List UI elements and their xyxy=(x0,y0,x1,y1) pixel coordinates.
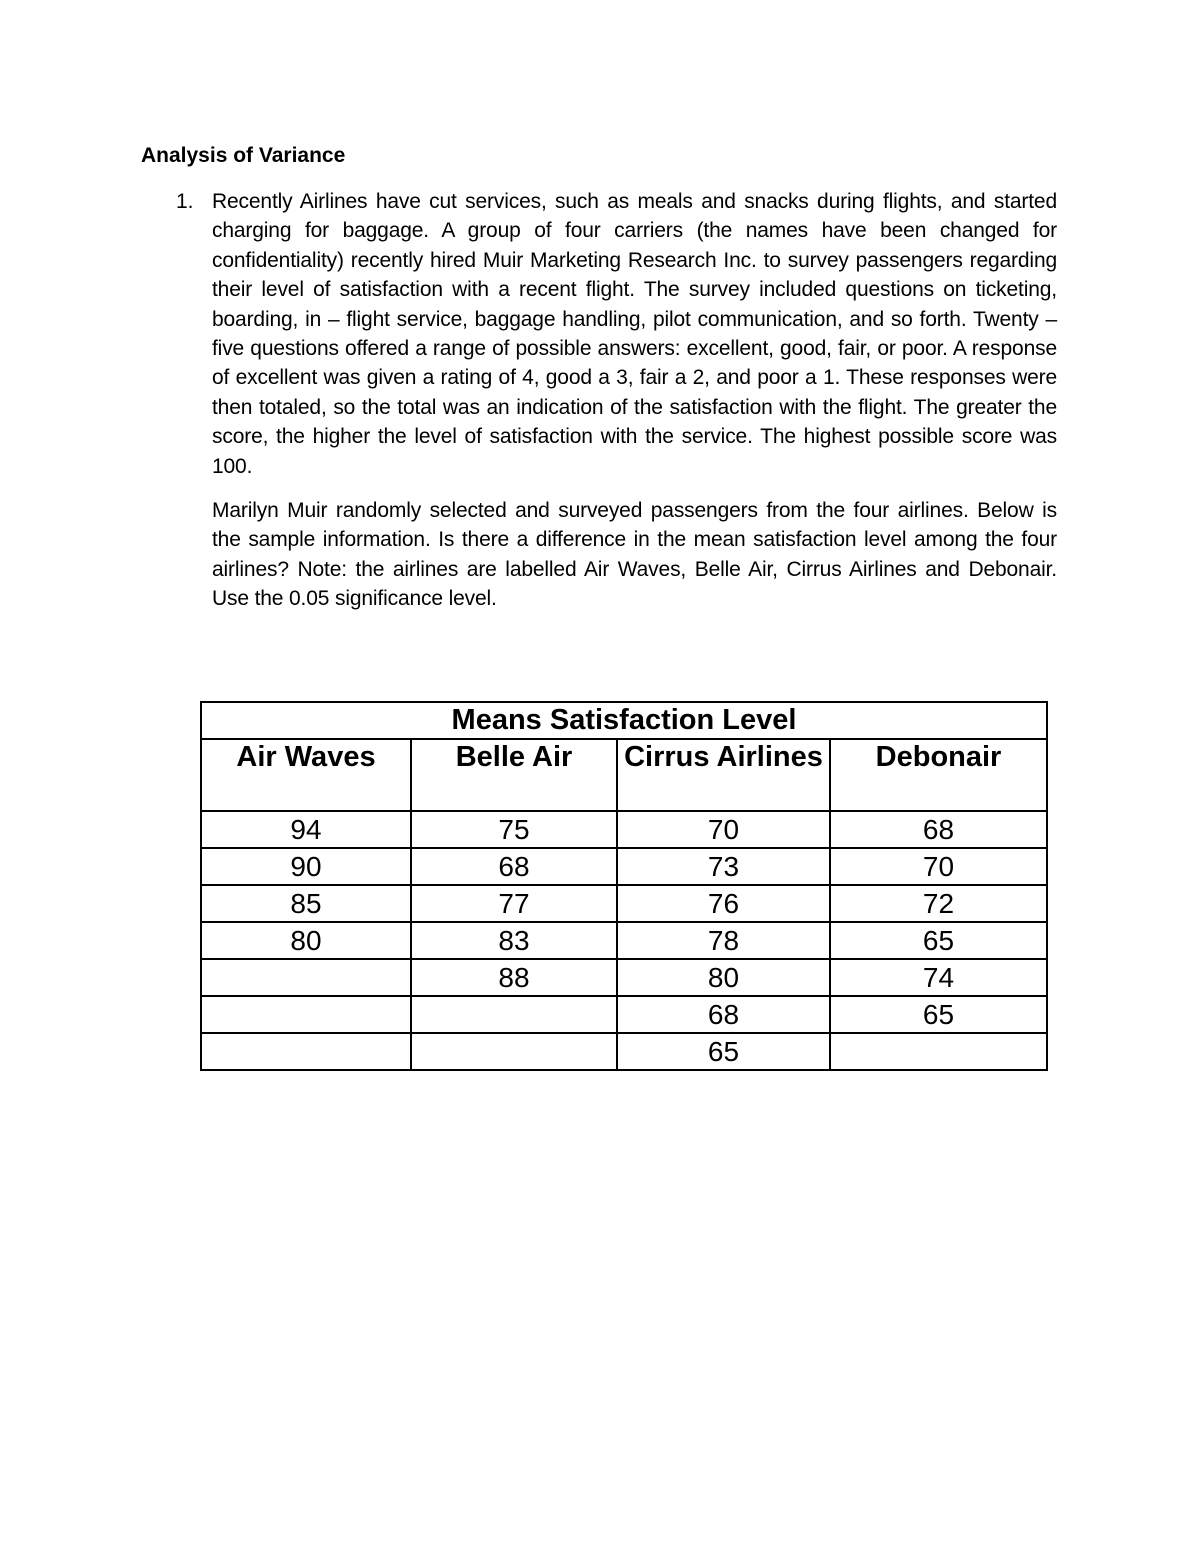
column-header: Debonair xyxy=(830,739,1047,811)
table-cell: 74 xyxy=(830,959,1047,996)
table-cell: 90 xyxy=(201,848,411,885)
table-cell xyxy=(201,959,411,996)
document-heading: Analysis of Variance xyxy=(141,144,346,167)
table-cell: 94 xyxy=(201,811,411,848)
table-cell: 73 xyxy=(617,848,830,885)
table-cell: 70 xyxy=(830,848,1047,885)
table-cell: 65 xyxy=(830,922,1047,959)
table-cell: 65 xyxy=(830,996,1047,1033)
table-cell: 70 xyxy=(617,811,830,848)
table-cell: 83 xyxy=(411,922,617,959)
question-body xyxy=(212,187,1057,614)
table-cell: 77 xyxy=(411,885,617,922)
column-header: Belle Air xyxy=(411,739,617,811)
table-cell: 80 xyxy=(617,959,830,996)
question-paragraph: Recently Airlines have cut services, such as meals and snacks during flights, and started charging for baggage. A group of four carriers (the names have been changed for confidentiality) recently hired Muir Marketing Research Inc. to survey passengers regarding their level of satisfaction with a recent flight. The survey included questions on ticketing, boarding, in – flight service, baggage handling, pilot communication, and so forth. Twenty – five questions offered a range of possible answers: excellent, good, fair, or poor. A response of excellent was given a rating of 4, good a 3, fair a 2, and poor a 1. These responses were then totaled, so the total was an indication of the satisfaction with the flight. The greater the score, the higher the level of satisfaction with the service. The highest possible score was 100. xyxy=(212,190,1057,478)
table-row xyxy=(201,885,1047,922)
column-header: Cirrus Airlines xyxy=(617,739,830,811)
table-row xyxy=(201,996,1047,1033)
table-cell: 76 xyxy=(617,885,830,922)
table-cell: 65 xyxy=(617,1033,830,1070)
table-cell: 68 xyxy=(830,811,1047,848)
table-cell xyxy=(411,996,617,1033)
table-cell: 80 xyxy=(201,922,411,959)
table-cell xyxy=(411,1033,617,1070)
table-cell xyxy=(201,1033,411,1070)
satisfaction-table xyxy=(200,701,1048,1071)
table-row xyxy=(201,1033,1047,1070)
table-row xyxy=(201,811,1047,848)
table-cell: 85 xyxy=(201,885,411,922)
table-title-row xyxy=(201,702,1047,739)
question-paragraph: Marilyn Muir randomly selected and surveyed passengers from the four airlines. Below is the sample information. Is there a difference in the mean satisfaction level among the four airlines? Note: the airlines are labelled Air Waves, Belle Air, Cirrus Airlines and Debonair. Use the 0.05 significance level. xyxy=(212,499,1057,611)
table-row xyxy=(201,959,1047,996)
table-cell: 78 xyxy=(617,922,830,959)
table-cell xyxy=(830,1033,1047,1070)
table-header-row xyxy=(201,739,1047,811)
table-cell: 68 xyxy=(617,996,830,1033)
table-cell: 75 xyxy=(411,811,617,848)
table-row xyxy=(201,848,1047,885)
table-cell: 68 xyxy=(411,848,617,885)
table-title: Means Satisfaction Level xyxy=(201,702,1047,739)
table-cell: 88 xyxy=(411,959,617,996)
column-header: Air Waves xyxy=(201,739,411,811)
table-cell xyxy=(201,996,411,1033)
question-number: 1. xyxy=(176,190,194,213)
table-row xyxy=(201,922,1047,959)
table-cell: 72 xyxy=(830,885,1047,922)
